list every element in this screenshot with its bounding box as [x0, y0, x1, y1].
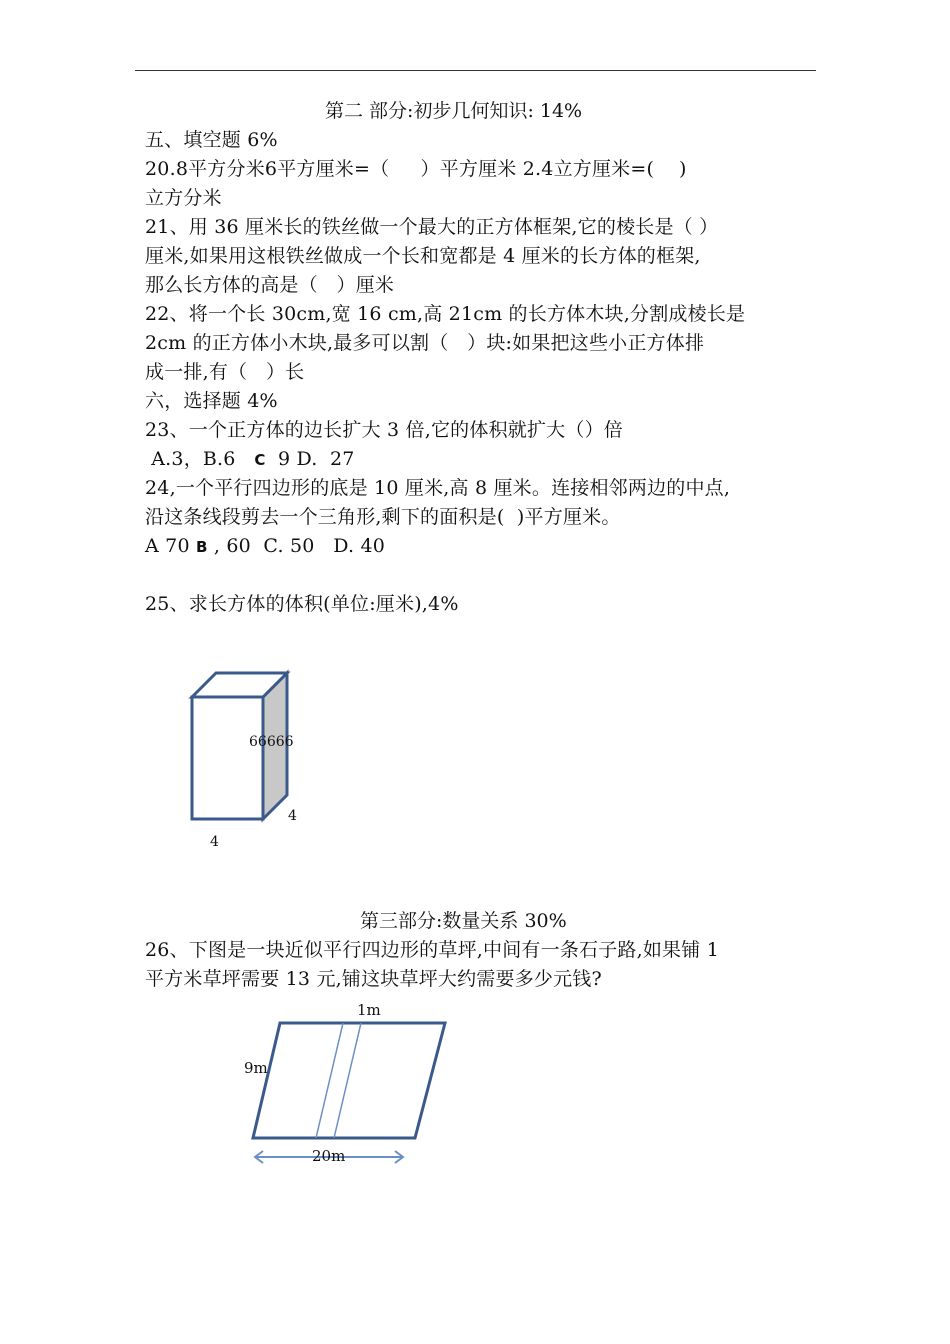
top-rule	[135, 70, 816, 71]
option-text: 9 D. 27	[265, 448, 355, 470]
question-22-line-2: 2cm 的正方体小木块,最多可以割（ ）块:如果把这些小正方体排	[145, 332, 705, 354]
question-26-line-2: 平方米草坪需要 13 元,铺这块草坪大约需要多少元钱?	[145, 968, 602, 990]
cuboid-figure	[180, 665, 320, 860]
question-23-options	[145, 447, 355, 472]
lawn-height-label: 9m	[244, 1059, 268, 1077]
cuboid-width-label: 4	[210, 834, 219, 850]
section-3-title: 第三部分:数量关系 30%	[360, 910, 567, 932]
lawn-base-label: 20m	[312, 1147, 346, 1165]
option-text: , 60 C. 50 D. 40	[207, 535, 386, 557]
cuboid-height-label: 66666	[249, 734, 294, 750]
question-20-line-1: 20.8平方分米6平方厘米=（ ）平方厘米 2.4立方厘米=( )	[145, 158, 687, 180]
path-width-label: 1m	[357, 1001, 381, 1019]
option-b-letter: B	[195, 538, 208, 556]
question-22-line-1: 22、将一个长 30cm,宽 16 cm,高 21cm 的长方体木块,分割成棱长是	[145, 303, 746, 325]
cuboid-depth-label: 4	[288, 808, 297, 824]
question-24-line-1: 24,一个平行四边形的底是 10 厘米,高 8 厘米。连接相邻两边的中点,	[145, 477, 731, 499]
question-23: 23、一个正方体的边长扩大 3 倍,它的体积就扩大（）倍	[145, 419, 623, 441]
cuboid-front-face	[192, 697, 263, 819]
question-21-line-3: 那么长方体的高是（ ）厘米	[145, 274, 395, 296]
question-20-line-2: 立方分米	[145, 187, 222, 209]
question-24-line-2: 沿这条线段剪去一个三角形,剩下的面积是( )平方厘米。	[145, 506, 621, 528]
stone-path-left-edge	[316, 1023, 343, 1138]
part-5-heading: 五、填空题 6%	[145, 129, 278, 151]
option-text: A 70	[145, 535, 196, 557]
option-text: A.3，B.6	[145, 448, 255, 470]
question-22-line-3: 成一排,有（ ）长	[145, 361, 305, 383]
section-2-title: 第二 部分:初步几何知识: 14%	[325, 100, 583, 122]
question-24-options	[145, 534, 385, 559]
option-c-letter: C	[254, 451, 266, 469]
question-21-line-1: 21、用 36 厘米长的铁丝做一个最大的正方体框架,它的棱长是（ ）	[145, 216, 719, 238]
lawn-figure	[235, 995, 465, 1175]
part-6-heading: 六，选择题 4%	[145, 390, 278, 412]
lawn-parallelogram	[253, 1023, 445, 1138]
question-25: 25、求长方体的体积(单位:厘米),4%	[145, 593, 459, 615]
question-26-line-1: 26、下图是一块近似平行四边形的草坪,中间有一条石子路,如果铺 1	[145, 939, 719, 961]
question-21-line-2: 厘米,如果用这根铁丝做成一个长和宽都是 4 厘米的长方体的框架,	[145, 245, 701, 267]
stone-path-right-edge	[334, 1023, 361, 1138]
